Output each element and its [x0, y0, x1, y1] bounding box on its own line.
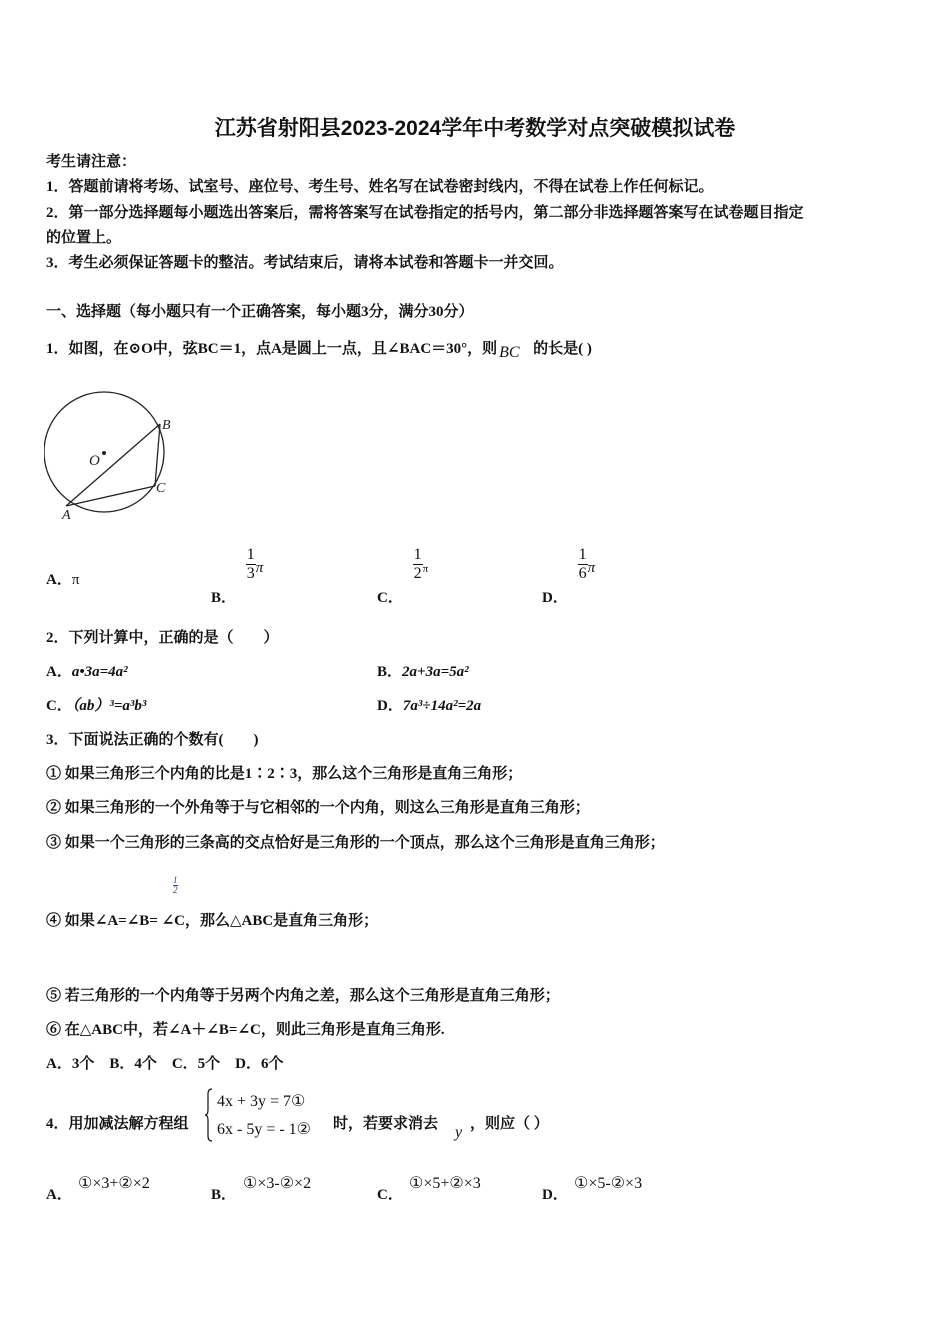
q1-option-d-fraction: [578, 546, 588, 583]
q2-option-d: [377, 696, 481, 716]
q3-item-5: ⑤ 若三角形的一个内角等于另两个内角之差，那么这个三角形是直角三角形；: [46, 988, 560, 1004]
frac-den: 2: [173, 885, 178, 895]
q3-item-2: ② 如果三角形的一个外角等于与它相邻的一个内角，则这么三角形是直角三角形；: [46, 800, 590, 816]
q1-option-b: [211, 546, 264, 606]
q4-option-a-letter: A．: [46, 1187, 72, 1203]
q2-option-d-text: 7a³÷14a²=2a: [402, 698, 482, 714]
q2-stem: 2．下列计算中，正确的是（ ）: [46, 630, 279, 646]
page-title: 江苏省射阳县2023-2024学年中考数学对点突破模拟试卷: [214, 117, 736, 140]
q4-option-b-text: ①×3-②×2: [243, 1175, 312, 1192]
q4-equation-1: 4x + 3y = 7①: [217, 1093, 306, 1110]
q4-option-b-letter: B．: [211, 1187, 237, 1203]
chord-ac: [66, 486, 155, 506]
brace-icon: [205, 1088, 213, 1142]
pi-symbol: π: [422, 563, 429, 575]
q4-option-a-text: ①×3+②×2: [78, 1175, 150, 1192]
frac-den: 3: [246, 565, 255, 582]
q1-stem-b: 的长是( ): [533, 341, 592, 357]
q3-item-3: ③ 如果一个三角形的三条高的交点恰好是三角形的一个顶点，那么这个三角形是直角三角形；: [46, 835, 665, 851]
q4-option-c-letter: C．: [377, 1187, 403, 1203]
notice-item-3: 3．考生必须保证答题卡的整洁。考试结束后，请将本试卷和答题卡一并交回。: [46, 255, 564, 271]
circle-diagram: [44, 386, 180, 522]
label-b: B: [162, 418, 171, 433]
label-a: A: [62, 508, 71, 522]
q2-option-d-letter: D．: [377, 698, 403, 714]
q4-option-d-text: ①×5-②×3: [574, 1175, 643, 1192]
notice-heading: 考生请注意：: [46, 154, 137, 170]
q3-item-1: ① 如果三角形三个内角的比是1∶2∶3，那么这个三角形是直角三角形；: [46, 766, 523, 782]
q4-stem-a: 4．用加减法解方程组: [46, 1116, 189, 1132]
frac-den: 2: [413, 565, 422, 582]
q4-equation-system: [205, 1088, 311, 1144]
q2-option-c: [46, 696, 146, 716]
q3-item-4: ④ 如果∠A=∠B= ∠C，那么△ABC是直角三角形；: [46, 913, 379, 929]
q4-equation-2: 6x - 5y = - 1②: [217, 1121, 312, 1138]
q4-option-c-text: ①×5+②×3: [409, 1175, 481, 1192]
q4-stem-c: ，则应（ ）: [470, 1116, 549, 1132]
q4-option-d: [542, 1185, 568, 1205]
q2-option-b: [377, 662, 469, 682]
notice-item-2: 2．第一部分选择题每小题选出答案后，需将答案写在试卷指定的括号内，第二部分非选择题答案写在试卷题目指定: [46, 205, 804, 221]
center-dot: [102, 451, 106, 455]
frac-num: 1: [413, 546, 422, 563]
q1-arc-label: BC: [499, 344, 520, 361]
q1-option-b-letter: B．: [211, 590, 237, 606]
q2-option-a: [46, 662, 128, 682]
q2-option-a-text: a•3a=4a²: [71, 664, 128, 680]
q4-option-d-letter: D．: [542, 1187, 568, 1203]
q1-option-b-fraction: [246, 546, 256, 583]
q2-option-c-letter: C．: [46, 698, 72, 714]
q1-stem-a: 1．如图，在⊙O中，弦BC＝1，点A是圆上一点，且∠BAC＝30°，则: [46, 341, 498, 357]
q2-option-a-letter: A．: [46, 664, 72, 680]
q1-option-a: [46, 570, 79, 590]
q4-option-a: [46, 1185, 72, 1205]
q4-option-b: [211, 1185, 236, 1205]
frac-num: 1: [578, 546, 587, 563]
pi-symbol: π: [255, 560, 264, 576]
q1-option-a-letter: A．: [46, 572, 72, 588]
q2-option-b-text: 2a+3a=5a²: [402, 664, 469, 680]
notice-item-1: 1．答题前请将考场、试室号、座位号、考生号、姓名写在试卷密封线内，不得在试卷上作任何标记。: [46, 179, 714, 195]
frac-num: 1: [173, 875, 178, 885]
chord-ab: [66, 424, 160, 506]
q1-stem: [46, 339, 592, 359]
q1-option-c: [377, 546, 429, 606]
q3-item-6: ⑥ 在△ABC中，若∠A＋∠B=∠C，则此三角形是直角三角形.: [46, 1022, 445, 1038]
q1-option-c-letter: C．: [377, 590, 403, 606]
q3-answers: A．3个 B．4个 C．5个 D．6个: [46, 1056, 284, 1072]
pi-symbol: π: [587, 560, 596, 576]
section-heading: 一、选择题（每小题只有一个正确答案，每小题3分，满分30分）: [46, 304, 474, 320]
notice-item-2-cont: 的位置上。: [46, 230, 122, 246]
q2-option-b-letter: B．: [377, 664, 403, 680]
q1-option-d-letter: D．: [542, 590, 568, 606]
q4-stem-b: 时，若要求消去: [333, 1116, 439, 1132]
q2-option-c-text: （ab）³=a³b³: [71, 698, 147, 714]
frac-num: 1: [246, 546, 255, 563]
q1-option-c-fraction: [413, 546, 423, 583]
label-c: C: [156, 481, 166, 496]
frac-den: 6: [578, 565, 587, 582]
q1-option-a-text: π: [71, 572, 80, 588]
q3-item-4-fraction: [173, 876, 178, 895]
q4-option-c: [377, 1185, 403, 1205]
q1-option-d: [542, 546, 596, 606]
q1-circle-figure: [44, 386, 180, 522]
q4-variable-y: y: [455, 1124, 463, 1141]
label-o: O: [89, 453, 100, 469]
q3-stem: 3．下面说法正确的个数有( ): [46, 732, 259, 748]
